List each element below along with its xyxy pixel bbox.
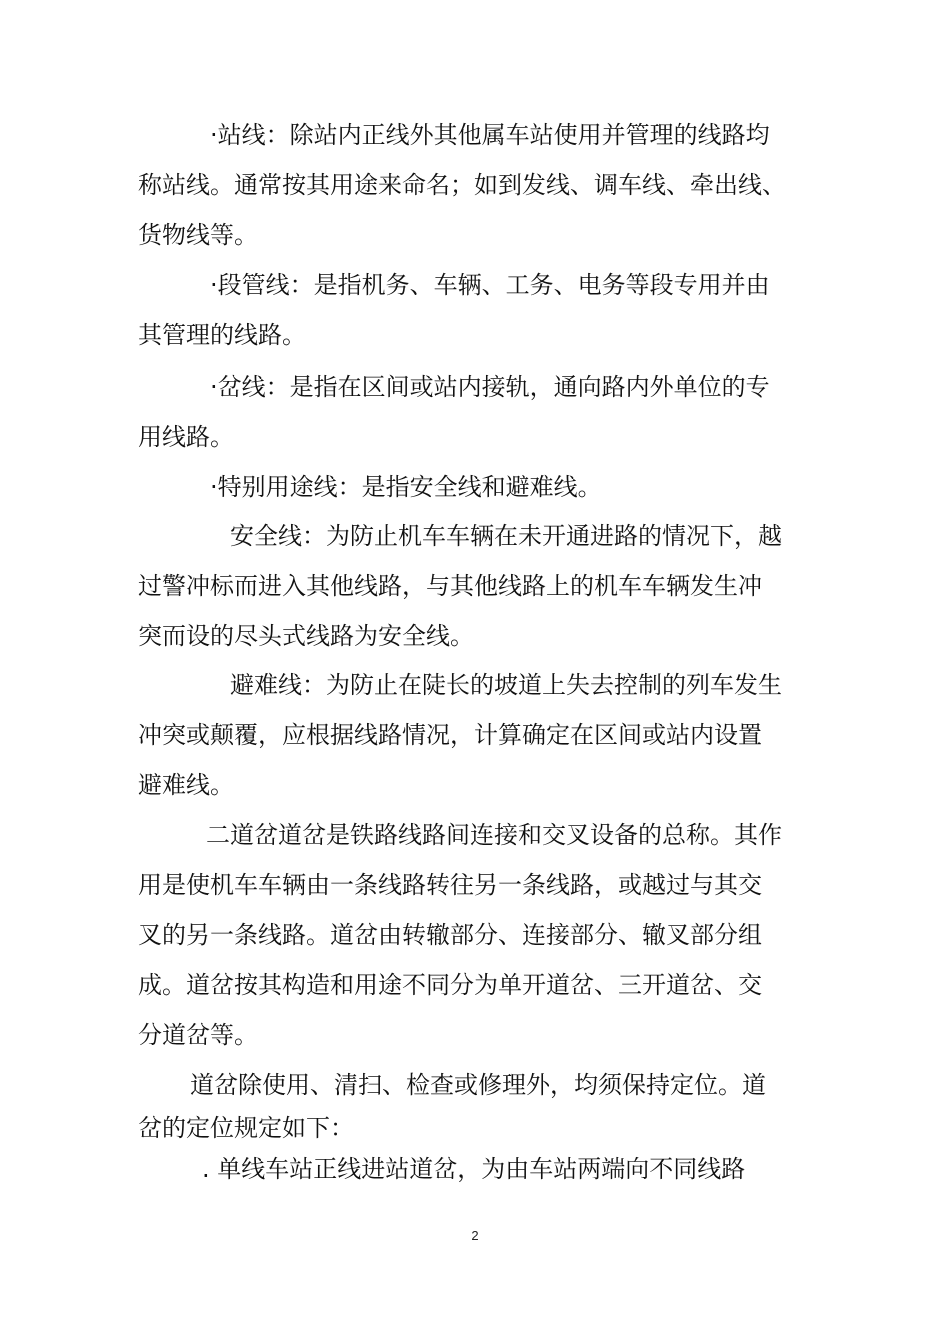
- paragraph-depot-track: [138, 260, 820, 360]
- text-line: 其管理的线路。: [138, 321, 306, 349]
- text-line: 避难线。: [138, 771, 234, 799]
- text-line: 成。道岔按其构造和用途不同分为单开道岔、三开道岔、交: [138, 971, 762, 999]
- text-line: ·段管线：是指机务、车辆、工务、电务等段专用并由: [210, 271, 770, 299]
- text-line: 二道岔道岔是铁路线路间连接和交叉设备的总称。其作: [206, 821, 782, 849]
- paragraph-refuge-track: [138, 660, 820, 810]
- paragraph-turnout-position: [138, 1060, 820, 1146]
- text-line: 过警冲标而进入其他线路，与其他线路上的机车车辆发生冲: [138, 572, 762, 600]
- text-line: 道岔除使用、清扫、检查或修理外，均须保持定位。道: [190, 1071, 766, 1099]
- text-line: 货物线等。: [138, 221, 258, 249]
- page-number: 2: [471, 1228, 479, 1243]
- text-line: 岔的定位规定如下：: [138, 1114, 354, 1142]
- text-line: 用是使机车车辆由一条线路转往另一条线路，或越过与其交: [138, 871, 762, 899]
- text-line: ·站线：除站内正线外其他属车站使用并管理的线路均: [210, 121, 770, 149]
- text-line: 冲突或颠覆，应根据线路情况，计算确定在区间或站内设置: [138, 721, 762, 749]
- text-line: ·特别用途线：是指安全线和避难线。: [210, 473, 602, 501]
- text-line: 分道岔等。: [138, 1021, 258, 1049]
- paragraph-turnout: [138, 810, 820, 1060]
- text-line: 称站线。通常按其用途来命名；如到发线、调车线、牵出线、: [138, 171, 786, 199]
- paragraph-special-track: [138, 462, 820, 512]
- text-line: ·岔线：是指在区间或站内接轨，通向路内外单位的专: [210, 373, 770, 401]
- text-line: . 单线车站正线进站道岔，为由车站两端向不同线路: [202, 1155, 746, 1183]
- text-line: 突而设的尽头式线路为安全线。: [138, 622, 474, 650]
- text-line: 避难线：为防止在陡长的坡道上失去控制的列车发生: [230, 671, 782, 699]
- paragraph-branch-track: [138, 362, 820, 462]
- paragraph-single-line: [138, 1144, 820, 1194]
- text-line: 用线路。: [138, 423, 234, 451]
- paragraph-safety-track: [138, 511, 820, 661]
- paragraph-station-track: [138, 110, 820, 260]
- text-line: 安全线：为防止机车车辆在未开通进路的情况下，越: [230, 522, 782, 550]
- text-line: 叉的另一条线路。道岔由转辙部分、连接部分、辙叉部分组: [138, 921, 762, 949]
